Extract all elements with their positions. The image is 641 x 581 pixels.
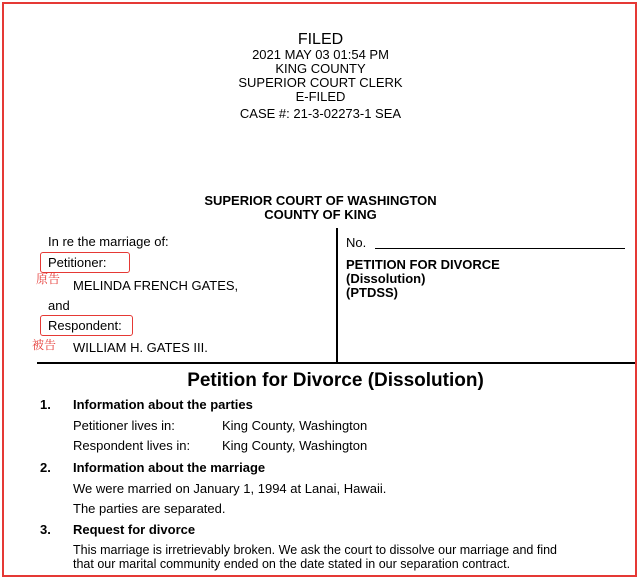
marriage-date-text: We were married on January 1, 1994 at Lanai, Hawaii. <box>73 481 387 496</box>
doc-title: PETITION FOR DIVORCE <box>346 257 500 272</box>
respondent-residence-value: King County, Washington <box>222 438 368 453</box>
section-2-heading: Information about the marriage <box>73 460 266 475</box>
case-no-label: No. <box>346 235 367 250</box>
caption-bottom-rule <box>37 362 635 364</box>
respondent-annotation: 被告 <box>32 338 57 352</box>
doc-subtitle-2: (PTDSS) <box>346 285 398 300</box>
section-3-number: 3. <box>40 522 51 537</box>
divorce-request-line-1: This marriage is irretrievably broken. We ask the court to dissolve our marriage and find <box>73 543 558 557</box>
section-1-number: 1. <box>40 397 51 412</box>
doc-subtitle-1: (Dissolution) <box>346 271 426 286</box>
divorce-request-line-2: that our marital community ended on the date stated in our separation contract. <box>73 557 511 571</box>
respondent-label: Respondent: <box>48 318 122 333</box>
filed-county: KING COUNTY <box>275 61 366 76</box>
petitioner-label: Petitioner: <box>48 255 107 270</box>
filed-efiled: E-FILED <box>295 89 346 104</box>
filed-title: FILED <box>297 31 344 48</box>
petitioner-annotation: 原告 <box>36 272 61 286</box>
separation-text: The parties are separated. <box>73 501 226 516</box>
case-number: CASE #: 21-3-02273-1 SEA <box>239 106 402 121</box>
case-no-line <box>375 248 625 249</box>
section-3-heading: Request for divorce <box>73 522 196 537</box>
caption-divider <box>336 228 338 363</box>
and-text: and <box>48 298 70 313</box>
petitioner-residence-value: King County, Washington <box>222 418 368 433</box>
petitioner-residence-label: Petitioner lives in: <box>73 418 175 433</box>
petition-title: Petition for Divorce (Dissolution) <box>187 370 484 391</box>
respondent-name: WILLIAM H. GATES III. <box>73 340 208 355</box>
court-county: COUNTY OF KING <box>264 207 377 222</box>
court-name: SUPERIOR COURT OF WASHINGTON <box>204 193 437 208</box>
marriage-intro: In re the marriage of: <box>48 234 169 249</box>
respondent-residence-label: Respondent lives in: <box>73 438 191 453</box>
filed-clerk: SUPERIOR COURT CLERK <box>238 75 403 90</box>
filed-date: 2021 MAY 03 01:54 PM <box>252 47 389 62</box>
section-2-number: 2. <box>40 460 51 475</box>
petitioner-name: MELINDA FRENCH GATES, <box>73 278 239 293</box>
section-1-heading: Information about the parties <box>73 397 253 412</box>
